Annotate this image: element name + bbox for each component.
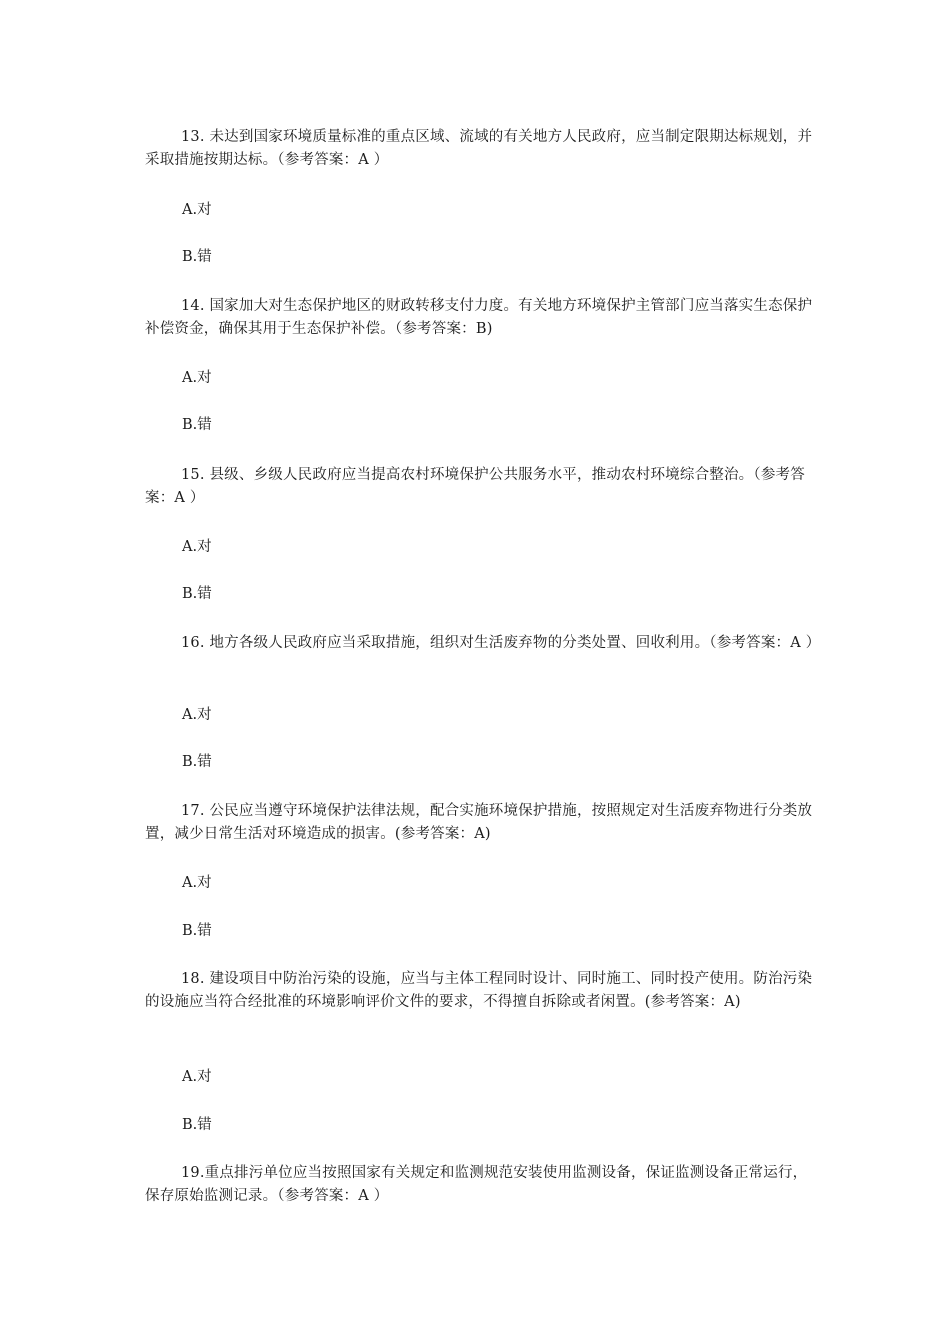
question-15: 15. 县级、乡级人民政府应当提高农村环境保护公共服务水平，推动农村环境综合整治。（参考答案：A ） — [145, 467, 805, 506]
question-17: 17. 公民应当遵守环境保护法律法规，配合实施环境保护措施，按照规定对生活废弃物进行分类放置，减少日常生活对环境造成的损害。(参考答案：A) — [145, 803, 813, 842]
question-19: 19.重点排污单位应当按照国家有关规定和监测规范安装使用监测设备，保证监测设备正常运行，保存原始监测记录。（参考答案：A ） — [145, 1165, 808, 1204]
option-a-q17: A.对 — [182, 875, 212, 891]
question-13: 13. 未达到国家环境质量标准的重点区域、流域的有关地方人民政府，应当制定限期达标规划，并采取措施按期达标。（参考答案：A ） — [145, 129, 813, 168]
question-14: 14. 国家加大对生态保护地区的财政转移支付力度。有关地方环境保护主管部门应当落实生态保护补偿资金，确保其用于生态保护补偿。（参考答案：B) — [145, 298, 813, 337]
option-a-q15: A.对 — [182, 539, 212, 555]
option-b-q15: B.错 — [182, 586, 212, 602]
option-b-q13: B.错 — [182, 249, 212, 265]
question-16: 16. 地方各级人民政府应当采取措施，组织对生活废弃物的分类处置、回收利用。（参考答案：A ） — [181, 635, 821, 651]
option-b-q14: B.错 — [182, 417, 212, 433]
option-b-q18: B.错 — [182, 1117, 212, 1133]
option-b-q17: B.错 — [182, 923, 212, 939]
option-a-q14: A.对 — [182, 370, 212, 386]
option-a-q16: A.对 — [182, 707, 212, 723]
question-18: 18. 建设项目中防治污染的设施，应当与主体工程同时设计、同时施工、同时投产使用。防治污染的设施应当符合经批准的环境影响评价文件的要求，不得擅自拆除或者闲置。(参考答案：A) — [145, 971, 813, 1010]
option-a-q18: A.对 — [182, 1069, 212, 1085]
option-b-q16: B.错 — [182, 754, 212, 770]
option-a-q13: A.对 — [182, 202, 212, 218]
